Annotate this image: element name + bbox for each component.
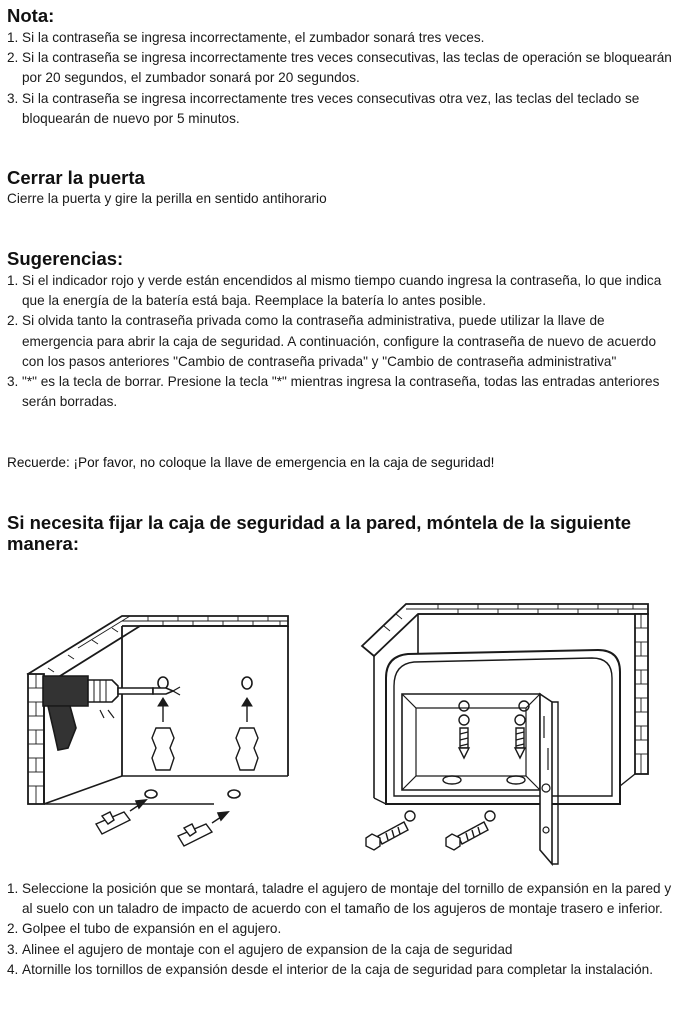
list-item: 1. Seleccione la posición que se montará, taladre el agujero de montaje del tornillo de expansión en la pared y al suelo con un taladro de impacto de acuerdo con el tamaño de los agujeros de montaje trasero e inferior. (7, 881, 672, 917)
montaje-title: Si necesita fijar la caja de seguridad a la pared, móntela de la siguiente manera: (7, 512, 632, 554)
montaje-list (7, 879, 675, 980)
sugerencias-list (7, 271, 675, 412)
sugerencias-title: Sugerencias: (7, 248, 124, 269)
list-item: 2. Si la contraseña se ingresa incorrectamente tres veces consecutivas, las teclas de operación se bloquearán por 20 segundos, el zumbador sonará por 20 segundos. (7, 50, 672, 86)
list-item: 1. Si el indicador rojo y verde están encendidos al mismo tiempo cuando ingresa la contraseña, lo que indica que la energía de la batería está baja. Reemplace la batería lo antes posible. (7, 273, 662, 309)
reminder-text: Recuerde: ¡Por favor, no coloque la llave de emergencia en la caja de seguridad! (7, 455, 495, 470)
list-item: 2. Si olvida tanto la contraseña privada como la contraseña administrativa, puede utilizar la llave de emergencia para abrir la caja de seguridad. A continuación, configure la contraseña de nuevo de acuerdo con los pasos anteriores "Cambio de contraseña privada" y "Cambio de contraseña administrativa" (7, 313, 657, 369)
list-item: 3. "*" es la tecla de borrar. Presione la tecla "*" mientras ingresa la contraseña, todas las entradas anteriores serán borradas. (7, 374, 660, 410)
drill-illustration (18, 598, 318, 868)
list-item: 3. Si la contraseña se ingresa incorrectamente tres veces consecutivas otra vez, las teclas del teclado se bloquearán de nuevo por 5 minutos. (7, 90, 640, 126)
list-item: 3. Alinee el agujero de montaje con el agujero de expansion de la caja de seguridad (7, 941, 513, 957)
cerrar-text: Cierre la puerta y gire la perilla en sentido antihorario (7, 191, 327, 206)
cerrar-title: Cerrar la puerta (7, 167, 145, 188)
list-item: 2. Golpee el tubo de expansión en el agujero. (7, 921, 282, 937)
nota-title: Nota: (7, 5, 55, 26)
nota-list (7, 28, 675, 129)
safe-illustration (358, 598, 658, 868)
list-item: 4. Atornille los tornillos de expansión desde el interior de la caja de seguridad para completar la instalación. (7, 961, 653, 977)
list-item: 1. Si la contraseña se ingresa incorrectamente, el zumbador sonará tres veces. (7, 30, 485, 45)
